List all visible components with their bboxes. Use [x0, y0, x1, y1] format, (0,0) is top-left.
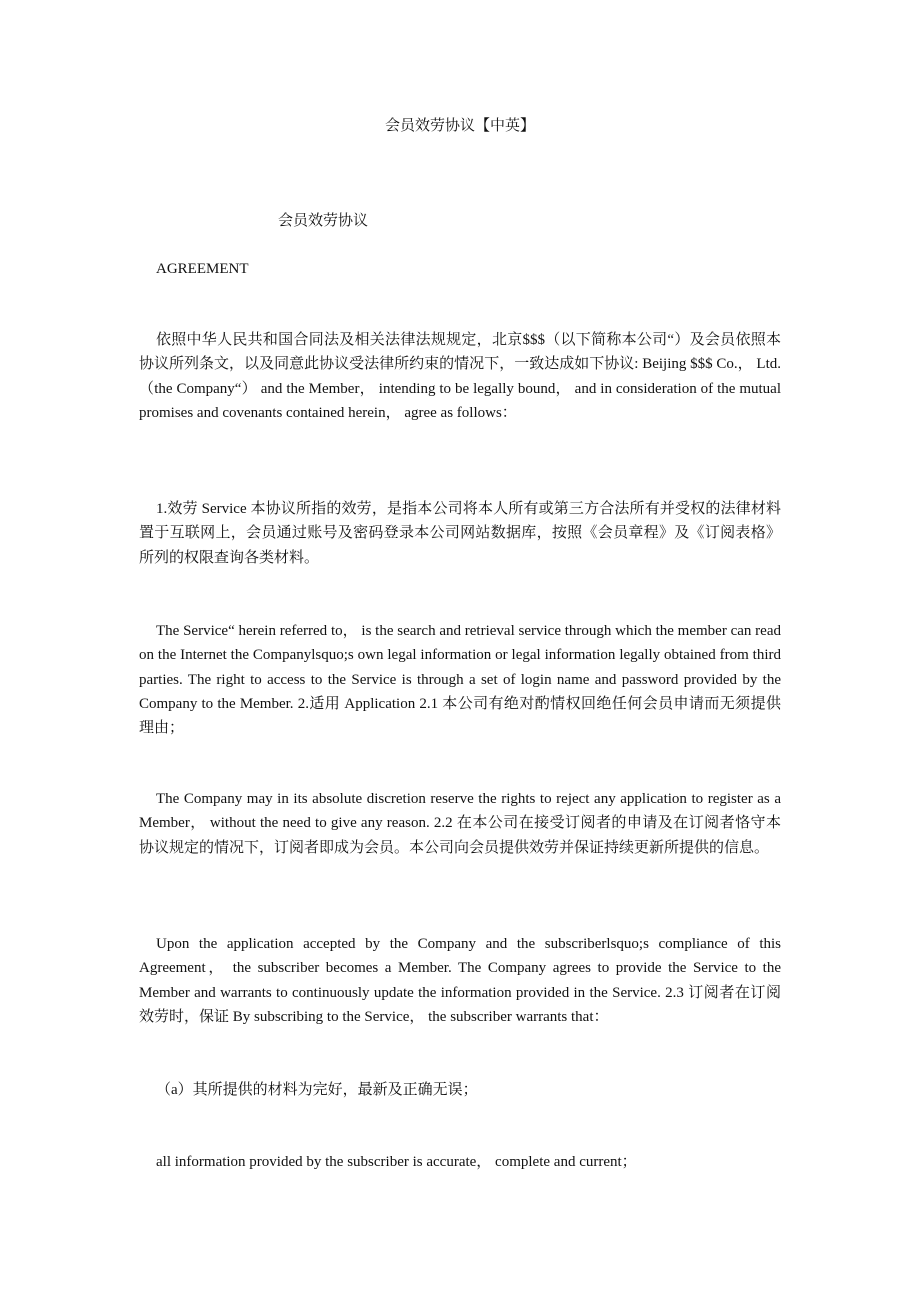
agreement-label: AGREEMENT	[156, 261, 249, 277]
paragraph-preamble: 依照中华人民共和国合同法及相关法律法规规定，北京$$$（以下简称本公司“）及会员依照本协议所列条文，以及同意此协议受法律所约束的情况下，一致达成如下协议: Beijing $$$ Co.， Ltd. （the Company“） and the Member， intending to be legally bound， and in consideration of the mutual promises and covenants contained herein， agree as follows：	[139, 332, 781, 421]
paragraph-warranty-a-cn: （a）其所提供的材料为完好，最新及正确无误；	[156, 1082, 478, 1098]
document-subtitle: 会员效劳协议	[278, 211, 369, 229]
document-title: 会员效劳协议【中英】	[384, 116, 535, 134]
paragraph-service-cn: 1.效劳 Service 本协议所指的效劳，是指本公司将本人所有或第三方合法所有并受权的法律材料置于互联网上，会员通过账号及密码登录本公司网站数据库，按照《会员章程》及《订阅表格》所列的权限查询各类材料。	[139, 501, 781, 566]
paragraph-application-reject: The Company may in its absolute discretion reserve the rights to reject any application to register as a Member， without the need to give any reason. 2.2 在本公司在接受订阅者的申请及在订阅者恪守本协议规定的情况下，订阅者即成为会员。本公司向会员提供效劳并保证持续更新所提供的信息。	[139, 791, 781, 856]
paragraph-warranty-a-en: all information provided by the subscriber is accurate， complete and current；	[156, 1154, 637, 1170]
paragraph-application-accept: Upon the application accepted by the Company and the subscriberlsquo;s compliance of this Agreement， the subscriber becomes a Member. The Company agrees to provide the Service to the Member and warrants to continuously update the information provided in the Service. 2.3 订阅者在订阅效劳时，保证 By subscribing to the Service， the subscriber warrants that：	[139, 936, 781, 1025]
paragraph-service-en: The Service“ herein referred to， is the search and retrieval service through which the member can read on the Internet the Companylsquo;s own legal information or legal information legally obtained from third parties. The right to access to the Service is through a set of login name and password provided by the Company to the Member. 2.适用 Application 2.1 本公司有绝对酌情权回绝任何会员申请而无须提供理由；	[139, 623, 781, 737]
